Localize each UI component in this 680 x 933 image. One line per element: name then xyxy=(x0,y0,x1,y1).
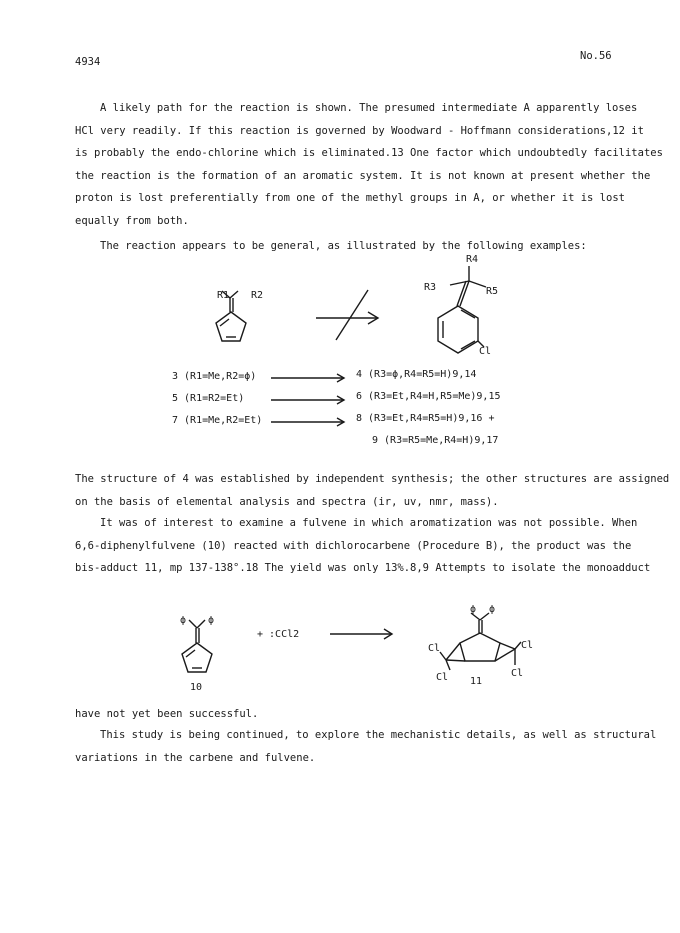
reaction-arrows xyxy=(271,374,344,426)
reactant-7: 7 (R1=Me,R2=Et) xyxy=(172,415,263,426)
product-8: 8 (R3=Et,R4=R5=H)9,16 + xyxy=(356,413,495,424)
chlorine-label: Cl xyxy=(428,643,441,654)
text-line: A likely path for the reaction is shown. The presumed intermediate A apparently loses xyxy=(100,102,638,114)
text-line: equally from both. xyxy=(75,214,189,227)
product-9: 9 (R3=R5=Me,R4=H)9,17 xyxy=(372,435,499,446)
phenyl-symbol: ϕ xyxy=(180,615,187,626)
reactant-3: 3 (R1=Me,R2=ϕ) xyxy=(172,371,257,382)
text-line: the reaction is the formation of an aromatic system. It is not known at present whether the xyxy=(75,169,651,182)
text-line: on the basis of elemental analysis and spectra (ir, uv, nmr, mass). xyxy=(75,495,499,508)
paragraph-conclusion xyxy=(75,724,657,769)
product-4: 4 (R3=ϕ,R4=R5=H)9,14 xyxy=(356,369,477,380)
compound-10-label: 10 xyxy=(190,682,203,693)
paragraph-structure xyxy=(75,468,670,513)
r2-label: R2 xyxy=(251,290,264,301)
page-number: 4934 xyxy=(75,56,101,68)
diphenylfulvene-structure xyxy=(182,620,212,672)
styrene-structure xyxy=(438,266,486,353)
chlorine-label: Cl xyxy=(521,640,534,651)
compound-11-label: 11 xyxy=(470,676,483,687)
crossed-arrow xyxy=(316,290,378,340)
paragraph-fulvene xyxy=(75,512,651,580)
r5-label: R5 xyxy=(486,286,499,297)
bis-adduct-structure xyxy=(440,613,521,670)
chlorine-label: Cl xyxy=(479,346,492,357)
text-line: HCl very readily. If this reaction is governed by Woodward - Hoffmann considerations,12 it xyxy=(75,124,644,137)
reaction-arrow xyxy=(330,629,392,639)
paragraph-general: The reaction appears to be general, as illustrated by the following examples: xyxy=(100,240,587,252)
phenyl-symbol: ϕ xyxy=(208,615,215,626)
text-line: bis-adduct 11, mp 137-138°.18 The yield was only 13%.8,9 Attempts to isolate the monoadduct xyxy=(75,562,651,575)
phenyl-symbol: ϕ xyxy=(489,604,496,615)
text-line: The structure of 4 was established by independent synthesis; the other structures are assigned xyxy=(75,473,670,485)
phenyl-symbol: ϕ xyxy=(470,604,477,615)
r3-label: R3 xyxy=(424,282,437,293)
r4-label: R4 xyxy=(466,254,479,265)
r1-label: R1 xyxy=(217,290,230,301)
chlorine-label: Cl xyxy=(436,672,449,683)
product-6: 6 (R3=Et,R4=H,R5=Me)9,15 xyxy=(356,391,501,402)
text-line: proton is lost preferentially from one of the methyl groups in A, or whether it is lost xyxy=(75,192,625,205)
reactant-5: 5 (R1=R2=Et) xyxy=(172,393,245,404)
text-line: This study is being continued, to explore the mechanistic details, as well as structural xyxy=(100,729,657,741)
chlorine-label: Cl xyxy=(511,668,524,679)
text-line: is probably the endo-chlorine which is eliminated.13 One factor which undoubtedly facilitates xyxy=(75,147,663,160)
dichlorocarbene-reagent: + :CCl2 xyxy=(257,629,300,640)
paragraph-continuation: have not yet been successful. xyxy=(75,708,259,720)
text-line: 6,6-diphenylfulvene (10) reacted with dichlorocarbene (Procedure B), the product was the xyxy=(75,539,632,552)
text-line: variations in the carbene and fulvene. xyxy=(75,751,316,764)
text-line: It was of interest to examine a fulvene in which aromatization was not possible. When xyxy=(100,517,638,529)
journal-issue: No.56 xyxy=(580,50,612,62)
